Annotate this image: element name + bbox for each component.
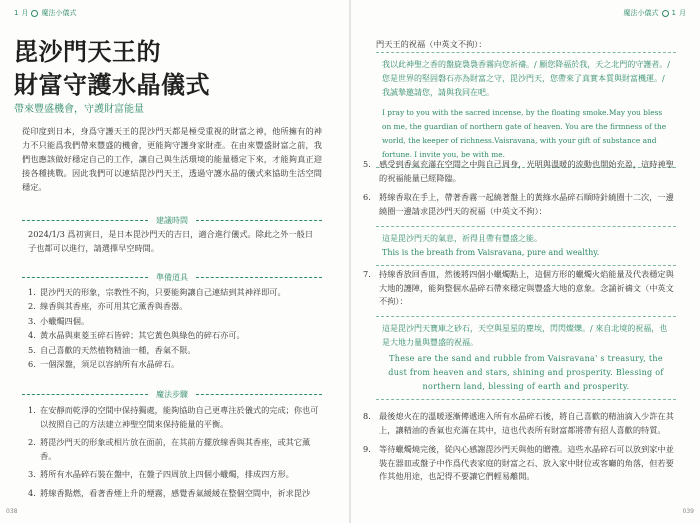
item-number: 4.: [28, 330, 36, 341]
item-number: 2.: [28, 437, 36, 447]
prayer-quote-2: [376, 226, 676, 266]
steps-list-right-b: [363, 268, 681, 315]
item-number: 9.: [363, 444, 371, 454]
item-text: 將線香取在手上，帶著香霧一起繞著盤上的黃綠水晶碎石順時針繞圈十二次，一邊繞圈一邊請求毘沙門天的祝福（中英文不拘）：: [379, 192, 674, 216]
prayer-english: I pray to you with the sacred incense, by the floating smoke.May you bless on me, the guardian of northern gate of heaven. You are the firmness of the world, the keeper of richness.Vaisravana, with your gift of substance and fortune. I invite you, be with me.: [382, 108, 667, 159]
list-item: [28, 343, 320, 357]
prayer-chinese: 這是毘沙門天的氣息，祈得且帶有豐盛之能。: [382, 234, 542, 243]
title-line-1: 毘沙門天王的: [14, 38, 161, 66]
item-number: 8.: [363, 411, 371, 421]
divider-line: [196, 277, 322, 278]
prayer-quote-3: [376, 316, 676, 400]
list-item: [28, 436, 322, 463]
steps-list-left: [28, 404, 322, 505]
item-text: 小蠟燭四個。: [40, 315, 90, 326]
page-number-right: 039: [682, 508, 694, 515]
item-text: 最後熄火在的溫暖逐漸傳遞進入所有水晶碎石後，將自己喜歡的精油滴入少許在其上，讓精油的香氣也充滿在其中，這也代表所有財富都將帶有招人喜歡的特質。: [379, 411, 674, 435]
item-number: 3.: [28, 469, 36, 479]
item-text: 在安靜而乾淨的空間中保持獨處，能夠協助自己更專注於儀式的完成；你也可以按照自己的方法建立神聖空間來保持能量的平衡。: [40, 405, 319, 429]
list-item: [28, 468, 322, 482]
title-line-2: 財富守護水晶儀式: [14, 71, 210, 99]
intro-paragraph: 從印度到日本，身爲守護天王的毘沙門天都是極受重視的財富之神，他所擁有的神力不只能爲我們帶來豐盛的機會，更能夠守護身家財產。在由來豐盛財富之前，我們也應該做好穩定自己的工作，讓自己與生活環境的能量穩定下來，才能夠真正迎接各種挑戰。因此我們可以連結毘沙門天王，透過守護水晶的儀式來協助生活空間穩定。: [22, 126, 322, 192]
step-4-continuation: 門天王的祝福（中英文不拘）：: [376, 39, 487, 49]
item-text: 等待蠟燭燒完後，從內心感謝毘沙門天與他的贈禮。這些水晶碎石可以放到家中並裝在器皿或盤子中作爲代表家庭的財富之石、放入家中財位或客廳的角落，但若要作其他用途，也記得不要讓它們輕易離開。: [379, 444, 674, 481]
running-title: 魔法小儀式: [623, 9, 659, 17]
list-item: [28, 328, 320, 342]
item-number: 6.: [28, 359, 36, 370]
left-page: [0, 0, 349, 523]
prayer-chinese: 這是毘沙門天寶庫之砂石，天空與星星的塵埃，閃閃燦爍。/ 來自北境的祝福，也是大地力量與豐盛的祝福。: [382, 324, 668, 347]
item-number: 7.: [363, 269, 371, 279]
item-text: 黃水晶與東菱玉碎石皆碎；其它黃色與綠色的碎石亦可。: [40, 330, 245, 341]
item-number: 4.: [28, 487, 36, 498]
item-number: 1.: [28, 287, 36, 297]
item-number: 5.: [363, 159, 371, 169]
divider-line: [22, 394, 148, 395]
month-number: 1: [671, 9, 676, 17]
item-text: 將線香點燃，看著香煙上升的煙霧，感覺香氣緩緩在整個空間中，祈求毘沙: [40, 487, 311, 498]
month-number: 1: [14, 9, 19, 17]
list-item: [363, 191, 681, 218]
running-title: 魔法小儀式: [41, 9, 77, 17]
divider-line: [22, 220, 148, 221]
item-number: 5.: [28, 344, 36, 355]
section-heading-timing: [22, 214, 322, 226]
section-heading-materials: [22, 271, 322, 283]
page-number-left: 038: [6, 508, 18, 515]
list-item: [28, 357, 320, 371]
item-text: 線香與其香座，亦可用其它薰香與香器。: [40, 301, 188, 312]
item-number: 6.: [363, 192, 371, 202]
prayer-english: These are the sand and rubble from Vaisravana' s treasury, the dust from heaven and stars, shining and prosperity. Blessing of northern land, blessing of earth and prosperity.: [388, 354, 664, 391]
list-item: [28, 285, 320, 299]
month-suffix: 月: [21, 9, 29, 17]
prayer-quote-1: [376, 52, 676, 168]
item-text: 將毘沙門天的形象或相片放在面前，在其前方擺放線香與其香座，或其它薰香。: [40, 437, 311, 461]
item-number: 2.: [28, 301, 36, 312]
prayer-chinese: 我以此神聖之香的盤旋裊裊香霧向您祈禱。/ 願您降福於我，天之北門的守護者。/ 您是世界的堅固磐石亦為財富之守，毘沙門天，您帶來了真實本質與財富機運。/ 我誠摯邀請您，請與我同在吧。: [382, 60, 670, 97]
month-suffix: 月: [679, 9, 686, 17]
list-item: [28, 487, 322, 501]
steps-list-right-c: [363, 410, 681, 490]
list-item: [363, 158, 681, 185]
list-item: [28, 404, 322, 431]
section-heading-label: 魔法步驟: [156, 389, 188, 399]
list-item: [363, 443, 681, 484]
materials-list: [28, 285, 320, 371]
prayer-english: This is the breath from Vaisravana, pure and wealthy.: [382, 248, 600, 257]
item-text: 感受到香氣充滿在空間之中與自己周身，光明與溫暖的流動也開始充盈，這時神聖的祝福能量已經降臨。: [379, 159, 674, 183]
page-title: [14, 36, 264, 102]
item-text: 毘沙門天的形象，宗教性不拘，只要能夠讓自己連結到其神祥即可。: [40, 287, 286, 297]
item-number: 3.: [28, 315, 36, 326]
item-text: 自己喜歡的天然植物精油一種，香氣不限。: [40, 344, 196, 355]
list-item: [363, 410, 681, 437]
page-subtitle: 帶來豐盛機會，守護財富能量: [14, 104, 144, 115]
item-number: 1.: [28, 405, 36, 415]
dot-icon: [662, 10, 669, 17]
section-heading-label: 建議時間: [156, 215, 188, 225]
item-text: 一個深盤，須足以容納所有水晶碎石。: [40, 359, 180, 370]
steps-list-right-a: [363, 158, 681, 224]
list-item: [28, 299, 320, 313]
item-text: 持線香放回香皿，然後將四個小蠟燭點上，這個方形的蠟燭火焰能量及代表穩定與大地的護陣，能夠整個水晶碎石帶來穩定與豐盛大地的意象。念誦祈禱文（中英文不拘）：: [379, 269, 674, 306]
section-heading-label: 準備道具: [156, 272, 188, 282]
left-running-header: [14, 8, 76, 18]
dot-icon: [31, 10, 38, 17]
divider-line: [22, 277, 148, 278]
divider-line: [196, 394, 322, 395]
timing-text: 2024/1/3 爲初寅日，是日本毘沙門天的吉日，適合進行儀式。除此之外一般日子也都可以進行，請選擇早空時間。: [28, 229, 314, 253]
list-item: [363, 268, 681, 309]
list-item: [28, 314, 320, 328]
item-text: 將所有水晶碎石裝在盤中，在盤子四周放上四個小蠟燭，排成四方形。: [40, 469, 294, 479]
right-running-header: [624, 8, 686, 18]
divider-line: [196, 220, 322, 221]
section-heading-steps: [22, 388, 322, 400]
